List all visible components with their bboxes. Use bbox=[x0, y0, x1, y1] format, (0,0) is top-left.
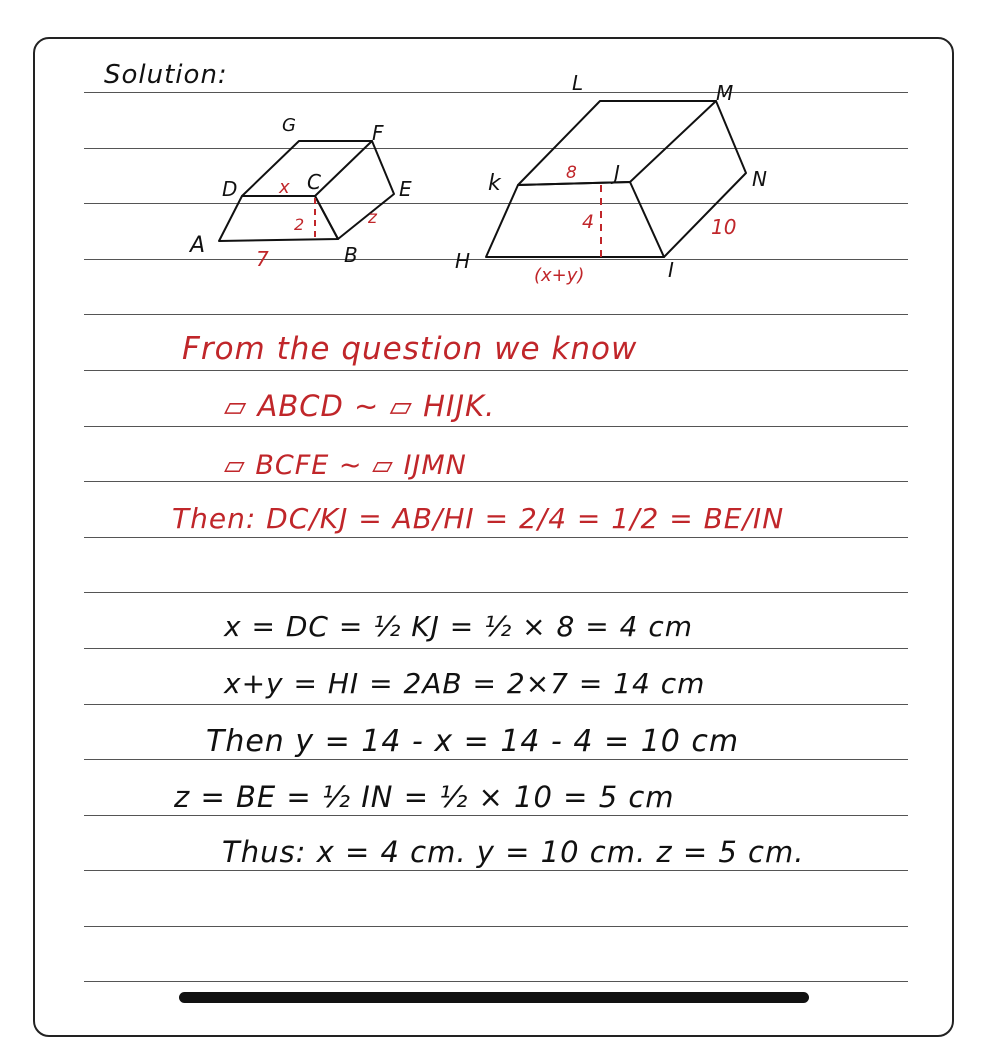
line-solve-z: z = BE = ½ IN = ½ × 10 = 5 cm bbox=[174, 780, 675, 814]
label-point-G: G bbox=[282, 115, 296, 136]
line-solve-y: Then y = 14 - x = 14 - 4 = 10 cm bbox=[206, 724, 740, 759]
solution-heading: Solution: bbox=[104, 60, 228, 90]
label-point-L: L bbox=[572, 71, 584, 95]
label-point-I: I bbox=[668, 258, 674, 282]
label-point-M: M bbox=[716, 81, 734, 105]
label-point-D: D bbox=[222, 177, 238, 201]
label-point-C: C bbox=[307, 170, 321, 194]
label-x: x bbox=[279, 177, 290, 198]
label-point-N: N bbox=[752, 167, 767, 191]
label-x-plus-y: (x+y) bbox=[534, 265, 585, 286]
line-from-the-question: From the question we know bbox=[182, 331, 638, 367]
label-point-F: F bbox=[372, 121, 384, 145]
label-7: 7 bbox=[256, 247, 269, 271]
line-similarity-bcfe-ijmn: ▱ BCFE ∼ ▱ IJMN bbox=[224, 450, 467, 481]
label-point-H: H bbox=[455, 249, 471, 273]
label-point-A: A bbox=[190, 233, 206, 258]
label-point-E: E bbox=[399, 177, 412, 201]
label-10: 10 bbox=[711, 215, 737, 239]
line-ratio: Then: DC/KJ = AB/HI = 2/4 = 1/2 = BE/IN bbox=[172, 502, 785, 535]
label-height-4: 4 bbox=[582, 211, 595, 233]
line-final-answer: Thus: x = 4 cm. y = 10 cm. z = 5 cm. bbox=[222, 835, 805, 869]
line-similarity-abcd-hijk: ▱ ABCD ∼ ▱ HIJK. bbox=[224, 389, 496, 423]
line-solve-x-plus-y: x+y = HI = 2AB = 2×7 = 14 cm bbox=[224, 667, 706, 700]
label-height-2: 2 bbox=[294, 215, 305, 234]
line-solve-x: x = DC = ½ KJ = ½ × 8 = 4 cm bbox=[224, 610, 693, 643]
label-point-K: k bbox=[488, 171, 501, 196]
label-point-J: J bbox=[614, 161, 620, 185]
home-indicator-bar[interactable] bbox=[179, 992, 809, 1003]
label-8: 8 bbox=[566, 163, 577, 183]
label-point-B: B bbox=[344, 243, 358, 267]
label-z: z bbox=[368, 208, 377, 228]
